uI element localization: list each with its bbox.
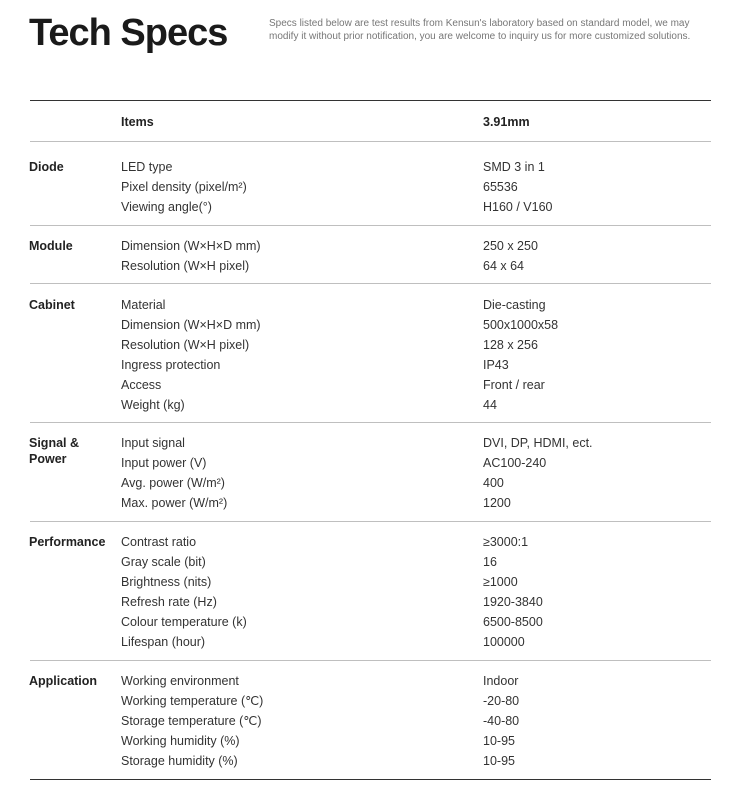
spec-item: Storage temperature (℃) — [121, 714, 262, 728]
spec-item: Gray scale (bit) — [121, 555, 206, 569]
spec-value: 64 x 64 — [483, 259, 525, 273]
spec-value: 500x1000x58 — [483, 318, 559, 332]
spec-value: 10-95 — [483, 754, 515, 768]
spec-item: Access — [121, 378, 162, 392]
spec-item: Resolution (W×H pixel) — [121, 338, 250, 352]
spec-item: Ingress protection — [121, 358, 221, 372]
spec-value: SMD 3 in 1 — [483, 160, 545, 174]
group-label: Module — [29, 239, 73, 253]
spec-item: Working environment — [121, 674, 239, 688]
spec-value: -20-80 — [483, 694, 520, 708]
spec-value: ≥1000 — [483, 575, 518, 589]
spec-value: 128 x 256 — [483, 338, 538, 352]
spec-value: 400 — [483, 476, 504, 490]
spec-item: Dimension (W×H×D mm) — [121, 318, 261, 332]
spec-value: 1200 — [483, 496, 511, 510]
spec-item: Working temperature (℃) — [121, 694, 264, 708]
spec-value: 10-95 — [483, 734, 515, 748]
spec-item: Refresh rate (Hz) — [121, 595, 217, 609]
group-divider — [30, 521, 711, 522]
spec-value: ≥3000:1 — [483, 535, 529, 549]
table-top-rule — [30, 100, 711, 101]
spec-value: 65536 — [483, 180, 518, 194]
spec-item: Contrast ratio — [121, 535, 197, 549]
spec-value: Die-casting — [483, 298, 546, 312]
spec-value: 6500-8500 — [483, 615, 543, 629]
spec-value: 16 — [483, 555, 497, 569]
group-label: Cabinet — [29, 298, 75, 312]
intro-note: Specs listed below are test results from Kensun's laboratory based on standard model, we may modify it without prior notification, you are welcome to inquiry us for more customized solutions. — [269, 18, 691, 42]
spec-item: Viewing angle(°) — [121, 200, 212, 214]
spec-item: Brightness (nits) — [121, 575, 212, 589]
page-title: Tech Specs — [29, 12, 228, 54]
group-divider — [30, 283, 711, 284]
spec-item: Avg. power (W/m²) — [121, 476, 225, 490]
group-label: Signal & Power — [29, 436, 80, 466]
spec-value: Front / rear — [483, 378, 545, 392]
spec-item: Resolution (W×H pixel) — [121, 259, 250, 273]
spec-value: 44 — [483, 398, 497, 412]
spec-item: Input power (V) — [121, 456, 207, 470]
spec-value: Indoor — [483, 674, 519, 688]
header-rule — [30, 141, 711, 142]
group-label: Performance — [29, 535, 106, 549]
header-items: Items — [121, 115, 154, 129]
spec-item: Storage humidity (%) — [121, 754, 238, 768]
table-bottom-rule — [30, 779, 711, 780]
group-divider — [30, 660, 711, 661]
spec-item: Input signal — [121, 436, 185, 450]
spec-item: Dimension (W×H×D mm) — [121, 239, 261, 253]
spec-item: Max. power (W/m²) — [121, 496, 228, 510]
group-label: Diode — [29, 160, 64, 174]
spec-item: Working humidity (%) — [121, 734, 240, 748]
spec-item: Material — [121, 298, 166, 312]
spec-item: Pixel density (pixel/m²) — [121, 180, 247, 194]
spec-item: Colour temperature (k) — [121, 615, 247, 629]
spec-value: IP43 — [483, 358, 509, 372]
spec-value: DVI, DP, HDMI, ect. — [483, 436, 593, 450]
spec-value: 250 x 250 — [483, 239, 538, 253]
spec-value: AC100-240 — [483, 456, 547, 470]
header-value: 3.91mm — [483, 115, 530, 129]
spec-value: H160 / V160 — [483, 200, 553, 214]
spec-item: Lifespan (hour) — [121, 635, 206, 649]
group-divider — [30, 225, 711, 226]
group-divider — [30, 422, 711, 423]
spec-value: -40-80 — [483, 714, 520, 728]
spec-item: LED type — [121, 160, 173, 174]
spec-value: 100000 — [483, 635, 525, 649]
spec-value: 1920-3840 — [483, 595, 543, 609]
group-label: Application — [29, 674, 98, 688]
spec-item: Weight (kg) — [121, 398, 185, 412]
